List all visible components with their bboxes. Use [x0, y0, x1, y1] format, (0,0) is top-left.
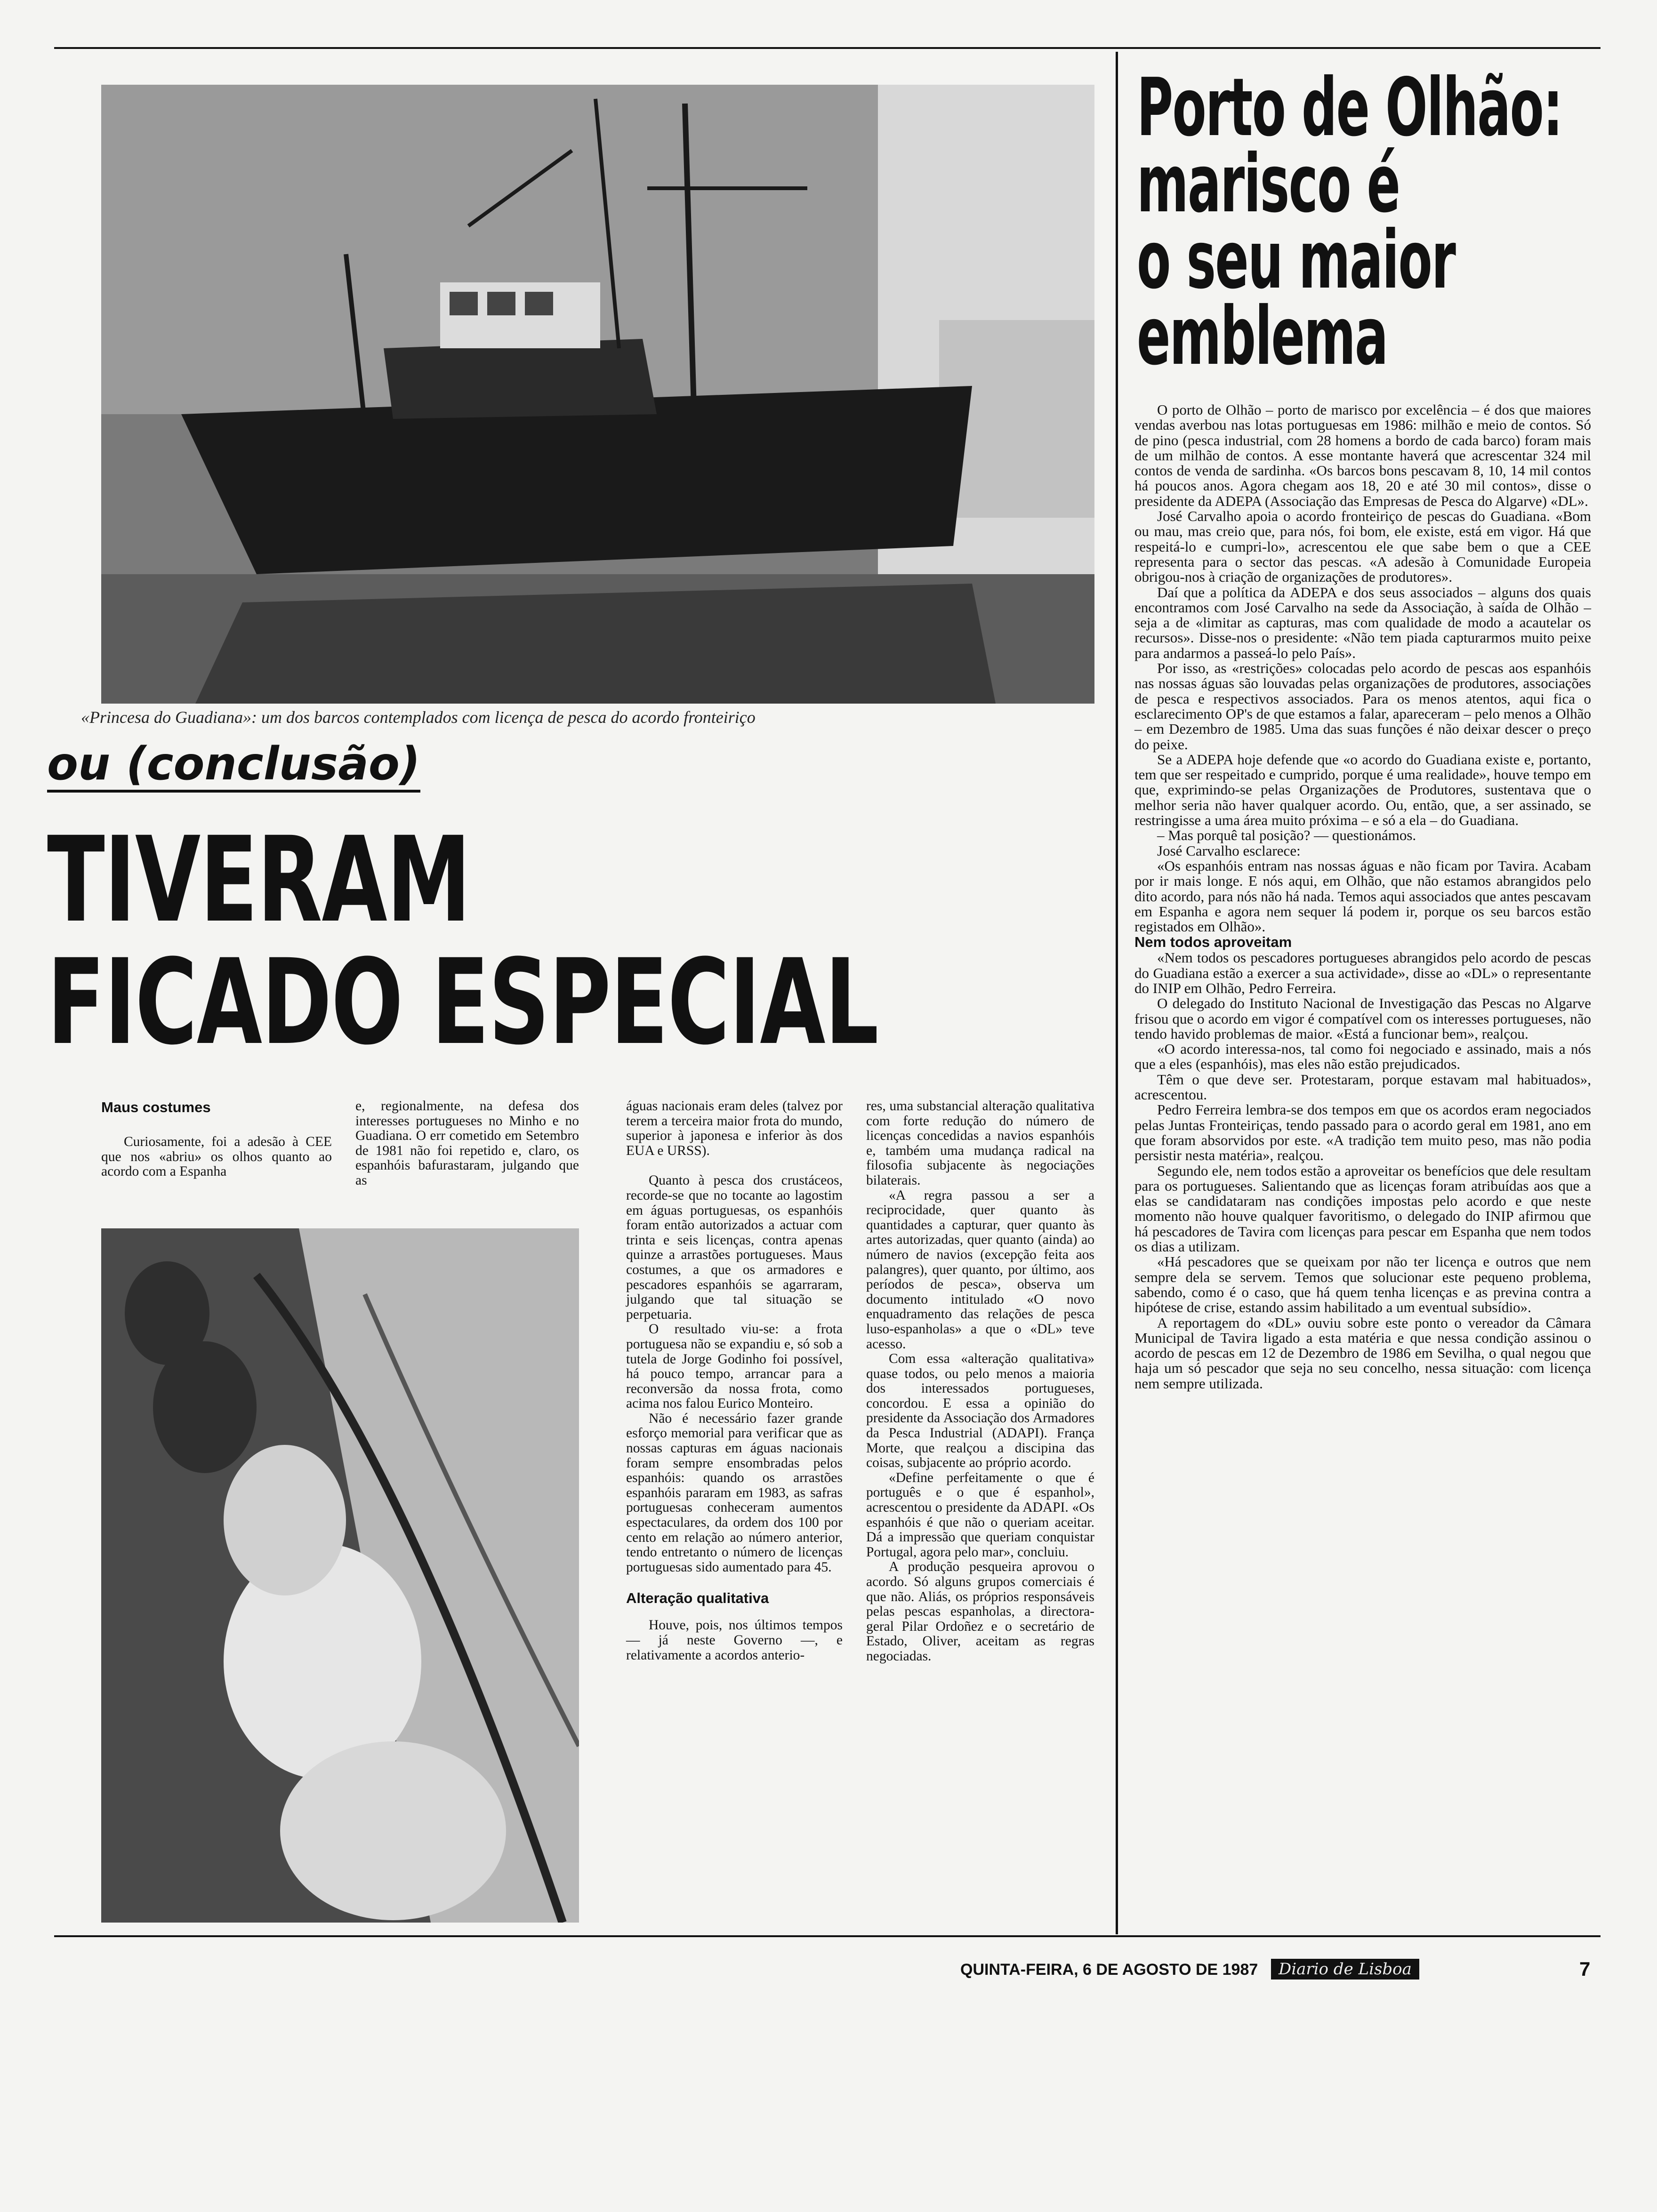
headline-line-1: TIVERAM	[47, 811, 470, 948]
right-article-column	[1134, 402, 1591, 1391]
right-headline-line-3: o seu maior	[1137, 214, 1456, 307]
column-divider	[1116, 52, 1118, 1934]
article-column-1	[101, 1099, 332, 1179]
right-headline-line-4: emblema	[1137, 290, 1388, 383]
paragraph: Quanto à pesca dos crustáceos, recorde-se que no tocante ao lagostim em águas portuguesas, os espanhóis foram então autorizados a actuar com trinta e seis licenças, contra apenas quinze a arrastões portugueses. Maus costumes, a que os armadores e pescadores espanhóis se agarraram, julgando que tal situação se perpetuaria.	[626, 1173, 843, 1322]
paragraph: res, uma substancial alteração qualitativa com forte redução do número de licenças concedidas a navios espanhóis e, também uma mudança radical na filosofia subjacente às negociações bilaterais.	[866, 1098, 1094, 1188]
paragraph: O porto de Olhão – porto de marisco por excelência – é dos que maiores vendas averbou nas lotas portuguesas em 1986: milhão e meio de contos. Só de pino (pesca industrial, com 28 homens a bordo de cada barco) foram mais de um milhão de contos. A esse montante haverá que acrescentar 324 mil contos de venda de sardinha. «Os barcos bons pescavam 8, 10, 14 mil contos há poucos anos. Agora chegam aos 18, 20 e até 30 mil contos», disse o presidente da ADEPA (Associação das Empresas de Pesca do Algarve) «DL».	[1134, 401, 1591, 509]
kicker: ou (conclusão)	[47, 738, 420, 793]
subhead-alteracao-qualitativa: Alteração qualitativa	[626, 1590, 769, 1607]
paragraph: O resultado viu-se: a frota portuguesa não se expandiu e, só sob a tutela de Jorge Godinho foi possível, há pouco tempo, arrancar para a reconversão da nossa frota, como acima nos falou Eurico Monteiro.	[626, 1322, 843, 1411]
paragraph: Pedro Ferreira lembra-se dos tempos em que os acordos eram negociados pelas Juntas Fronteiriças, tendo passado para o acordo geral em 1981, ano em que foram absorvidos por este. «A tradição tem muito peso, mas não podia persistir nesta matéria», realçou.	[1134, 1101, 1591, 1164]
fishermen-photo	[101, 1228, 579, 1923]
paragraph: Não é necessário fazer grande esforço memorial para verificar que as nossas capturas em águas nacionais foram sempre ensombradas pelos espanhóis: quando os arrastões espanhóis pararam em 1983, as safras portuguesas conheceram aumentos espectaculares, da ordem dos 100 por cento em relação ao número anterior, tendo entretanto o número de licenças portuguesas sido aumentado para 45.	[626, 1411, 843, 1575]
paragraph: «A regra passou a ser a reciprocidade, quer quanto às quantidades a capturar, quer quanto às artes autorizadas, quer quanto (ainda) ao número de navios (excepção feita aos palangres), quer quanto, por último, aos períodos de pesca», observa um documento intitulado «O novo enquadramento das relações de pesca luso-espanholas» a que o «DL» teve acesso.	[866, 1187, 1094, 1352]
paragraph: Daí que a política da ADEPA e dos seus associados – alguns dos quais encontramos com José Carvalho na sede da Associação, à saída de Olhão – seja a de «limitar as capturas, mas com qualidade de modo a acautelar os recursos». Disse-nos o presidente: «Não tem piada capturarmos muito peixe para andarmos a passeá-lo pelo País».	[1134, 584, 1591, 661]
paragraph: e, regionalmente, na defesa dos interesses portugueses no Minho e no Guadiana. O err cometido em Setembro de 1981 não foi repetido e, claro, os espanhóis bafurastaram, julgando que as	[355, 1098, 579, 1188]
headline-line-2: FICADO ESPECIAL	[47, 934, 878, 1071]
paragraph: águas nacionais eram deles (talvez por terem a terceira maior frota do mundo, superior à japonesa e inferior às dos EUA e URSS).	[626, 1098, 843, 1158]
paragraph: «Os espanhóis entram nas nossas águas e não ficam por Tavira. Acabam por ir mais longe. E nós aqui, em Olhão, que não estamos abrangidos pelo dito acordo, para nós não há nada. Temos aqui associados que antes pescavam em Espanha e agora nem sequer lá podem ir, porque os seu barcos estão registados em Olhão».	[1134, 857, 1591, 935]
paragraph: Houve, pois, nos últimos tempos — já neste Governo —, e relativamente a acordos anterio-	[626, 1618, 843, 1663]
article-column-3	[626, 1099, 843, 1663]
masthead-logo: Diario de Lisboa	[1271, 1959, 1419, 1980]
page-number: 7	[1579, 1958, 1591, 1980]
bottom-rule	[54, 1935, 1601, 1937]
paragraph: Por isso, as «restrições» colocadas pelo acordo de pescas aos espanhóis nas nossas águas são louvadas pelas organizações de produtores, associações de pesca e respectivos associados. Para os menos atentos, aqui fica o esclarecimento OP's de que estamos a falar, apareceram – pelo menos a Olhão – em Dezembro de 1985. Uma das suas funções é não deixar descer o preço do peixe.	[1134, 660, 1591, 753]
paragraph: A reportagem do «DL» ouviu sobre este ponto o vereador da Câmara Municipal de Tavira ligado a esta matéria e que nessa condição assinou o acordo de pescas em 12 de Dezembro de 1986 em Sevilha, o qual negou que haja um só pescador que seja no seu concelho, nessa situação: com licença nem sempre utilizada.	[1134, 1314, 1591, 1392]
article-column-4	[866, 1099, 1094, 1664]
paragraph: Curiosamente, foi a adesão à CEE que nos «abriu» os olhos quanto ao acordo com a Espanha	[101, 1134, 332, 1179]
paragraph: José Carvalho apoia o acordo fronteiriço de pescas do Guadiana. «Bom ou mau, mas creio que, para nós, foi bom, ele existe, está em vigor. Há que respeitá-lo e cumpri-lo», acrescentou ele que sabe bem o que a CEE representa para o sector das pescas. «A adesão à Comunidade Europeia obrigou-nos à criação de organizações de produtores».	[1134, 508, 1591, 585]
fishing-boat-photo	[101, 85, 1094, 704]
subhead-maus-costumes: Maus costumes	[101, 1099, 211, 1115]
subhead-nem-todos-aproveitam: Nem todos aproveitam	[1134, 934, 1292, 951]
paragraph: Segundo ele, nem todos estão a aproveitar os benefícios que dele resultam para os portugueses. Salientando que as licenças foram atribuídas aos que a elas se candidataram nas condições impostas pelo acordo e que neste momento não houve qualquer favoritismo, o delegado do INIP afirmou que há pescadores de Tavira com licenças para pescar em Espanha que nem todos os dias a utilizam.	[1134, 1162, 1591, 1255]
right-headline-line-2: marisco é	[1137, 137, 1400, 231]
paragraph: José Carvalho esclarece:	[1157, 842, 1301, 859]
paragraph: – Mas porquê tal posição? — questionámos.	[1157, 827, 1416, 844]
paragraph: Têm o que deve ser. Protestaram, porque estavam mal habituados», acrescentou.	[1134, 1071, 1591, 1103]
paragraph: A produção pesqueira aprovou o acordo. Só alguns grupos comerciais é que não. Aliás, os próprios responsáveis pelas pescas espanholas, a directora-geral Pilar Ordoñez e o secretário de Estado, Oliver, aceitam as regras negociadas.	[866, 1559, 1094, 1664]
footer-date: QUINTA-FEIRA, 6 DE AGOSTO DE 1987	[960, 1961, 1258, 1979]
top-rule	[54, 47, 1601, 49]
paragraph: Com essa «alteração qualitativa» quase todos, ou pelo menos a maioria dos interessados portugueses, concordou. E essa a opinião do presidente da Associação dos Armadores da Pesca Industrial (ADAPI). França Morte, que realçou a discipina das coisas, subjacente ao próprio acordo.	[866, 1351, 1094, 1471]
paragraph: O delegado do Instituto Nacional de Investigação das Pescas no Algarve frisou que o acordo em vigor é compatível com os interesses portugueses, não tendo havido problemas de maior. «Está a funcionar bem», realçou.	[1134, 995, 1591, 1042]
paragraph: «O acordo interessa-nos, tal como foi negociado e assinado, mais a nós que a eles (espanhóis), mas eles não estão prejudicados.	[1134, 1041, 1591, 1073]
right-headline-line-1: Porto de Olhão:	[1137, 61, 1562, 154]
photo-caption: «Princesa do Guadiana»: um dos barcos contemplados com licença de pesca do acordo fronteiriço	[81, 708, 756, 727]
article-column-2	[355, 1099, 579, 1188]
paragraph: Se a ADEPA hoje defende que «o acordo do Guadiana existe e, portanto, tem que ser respeitado e cumprido, porque é uma realidade», houve tempo em que, exprimindo-se pelas Organizações de Produtores, sustentava que o melhor seria não haver qualquer acordo. Ou, então, que, a ser assinado, se restringisse a uma área muito próxima – e só a ela – do Guadiana.	[1134, 751, 1591, 829]
paragraph: «Há pescadores que se queixam por não ter licença e outros que nem sempre dela se servem. Temos que solucionar este pequeno problema, sabendo, como é o caso, que há quem tenha licenças e as previna contra a hipótese de crise, estando assim habilitado a um eventual subsídio».	[1134, 1253, 1591, 1316]
paragraph: «Nem todos os pescadores portugueses abrangidos pelo acordo de pescas do Guadiana estão a exercer a sua actividade», disse ao «DL» o representante do INIP em Olhão, Pedro Ferreira.	[1134, 949, 1591, 996]
paragraph: «Define perfeitamente o que é português e o que é espanhol», acrescentou o presidente da ADAPI. «Os espanhóis é que não o queriam aceitar. Dá a impressão que queriam conquistar Portugal, agora pelo mar», concluiu.	[866, 1470, 1094, 1560]
